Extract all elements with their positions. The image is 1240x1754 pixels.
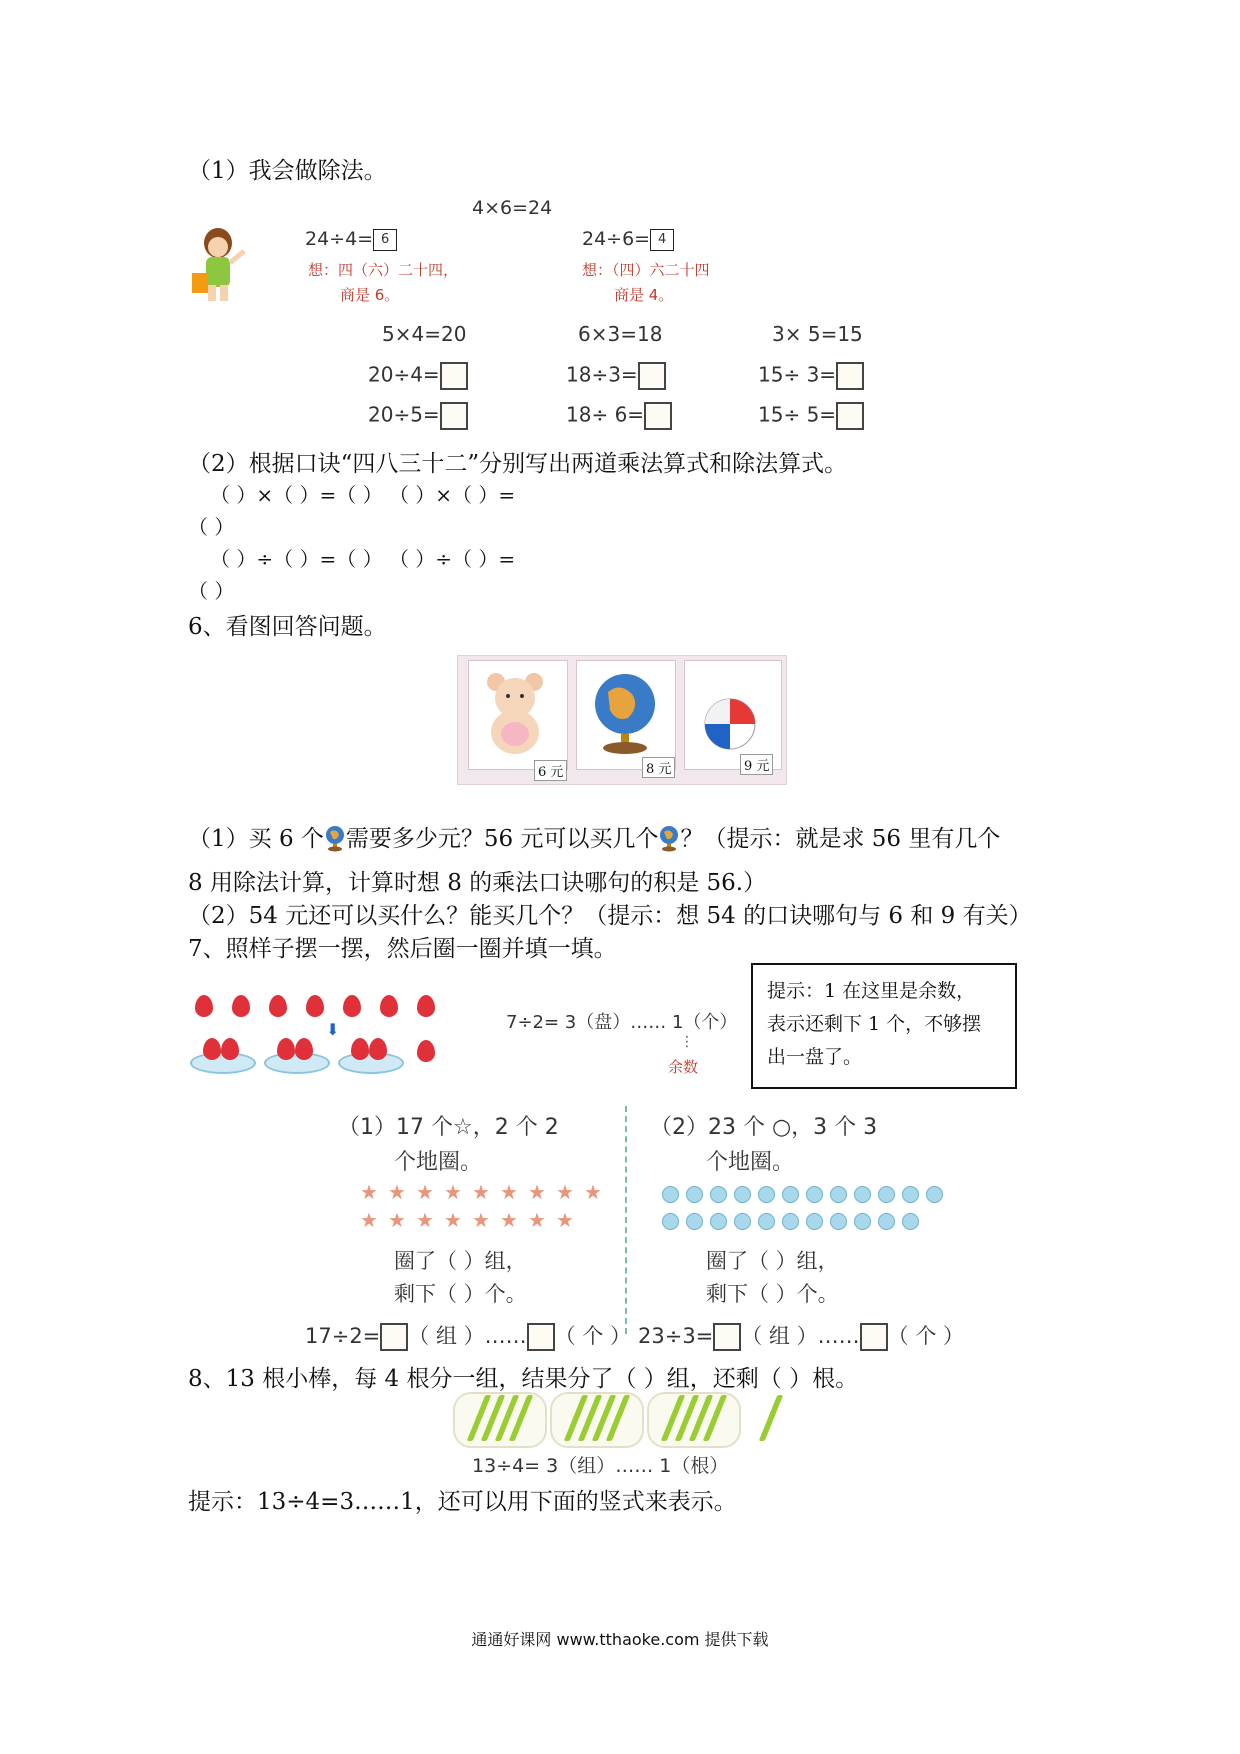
panel-divider bbox=[625, 1106, 627, 1334]
division-blanks[interactable]: （ ）÷（ ）=（ ） （ ）÷（ ）= bbox=[210, 547, 516, 571]
division-problem: 20÷4= bbox=[368, 362, 468, 390]
division-problem: 20÷5= bbox=[368, 402, 468, 430]
teacher-icon bbox=[188, 225, 250, 303]
left-panel-title: （1）17 个☆，2 个 2 bbox=[338, 1115, 559, 1140]
globe-icon bbox=[658, 824, 680, 852]
division-problem: 15÷ 3= bbox=[758, 362, 864, 390]
answer-box[interactable] bbox=[380, 1323, 408, 1351]
answer-box[interactable] bbox=[836, 362, 864, 390]
section2-heading: （2）根据口诀“四八三十二”分别写出两道乘法算式和除法算式。 bbox=[188, 451, 848, 477]
right-circled-groups[interactable]: 圈了（ ）组， bbox=[706, 1249, 839, 1273]
example2-hint-line1: 想：（四）六二十四 bbox=[582, 261, 710, 279]
left-panel-title-line2: 个地圈。 bbox=[394, 1150, 483, 1175]
answer-box[interactable] bbox=[836, 402, 864, 430]
example2-answer: 4 bbox=[650, 229, 674, 251]
dots-connector: ⋮ bbox=[680, 1034, 694, 1050]
example2-hint-line2: 商是 4。 bbox=[614, 286, 674, 304]
left-left-over[interactable]: 剩下（ ）个。 bbox=[394, 1282, 527, 1306]
answer-box[interactable] bbox=[440, 402, 468, 430]
answer-box[interactable] bbox=[860, 1323, 888, 1351]
question6-part2: （2）54 元还可以买什么？能买几个？（提示：想 54 的口诀哪句与 6 和 9 有关） bbox=[188, 903, 1032, 929]
answer-box[interactable] bbox=[440, 362, 468, 390]
globe-icon bbox=[324, 824, 346, 852]
right-panel-title: （2）23 个 ○，3 个 3 bbox=[650, 1115, 878, 1140]
example-remainder-equation: 7÷2= 3（盘）…… 1（个） bbox=[506, 1012, 738, 1033]
mult-fact-3: 3× 5=15 bbox=[772, 322, 863, 346]
teddy-bear-icon bbox=[482, 670, 548, 756]
price-tag-globe: 8 元 bbox=[642, 757, 675, 778]
price-tag-bear: 6 元 bbox=[534, 760, 567, 781]
left-division-equation: 17÷2= （ 组 ）…… （ 个 ） bbox=[305, 1320, 631, 1351]
footer-text: 通通好课网 www.tthaoke.com 提供下载 bbox=[471, 1630, 769, 1649]
shop-picture bbox=[457, 655, 787, 785]
answer-box[interactable] bbox=[638, 362, 666, 390]
left-circled-groups[interactable]: 圈了（ ）组， bbox=[394, 1249, 527, 1273]
question8-heading: 8、13 根小棒，每 4 根分一组，结果分了（ ）组，还剩（ ）根。 bbox=[188, 1366, 859, 1392]
right-left-over[interactable]: 剩下（ ）个。 bbox=[706, 1282, 839, 1306]
price-tag-ball: 9 元 bbox=[740, 754, 773, 775]
division-problem: 15÷ 5= bbox=[758, 402, 864, 430]
sticks-equation: 13÷4= 3（组）…… 1（根） bbox=[472, 1455, 729, 1477]
question6-heading: 6、看图回答问题。 bbox=[188, 614, 387, 640]
section1-heading: （1）我会做除法。 bbox=[188, 158, 387, 184]
multiplication-blanks[interactable]: （ ）×（ ）=（ ） （ ）×（ ）= bbox=[210, 483, 516, 507]
mult-fact-1: 5×4=20 bbox=[382, 322, 467, 346]
division-problem: 18÷ 6= bbox=[566, 402, 672, 430]
question7-heading: 7、照样子摆一摆，然后圈一圈并填一填。 bbox=[188, 936, 617, 962]
example1-hint-line2: 商是 6。 bbox=[340, 286, 400, 304]
division-problem: 18÷3= bbox=[566, 362, 666, 390]
globe-icon bbox=[590, 666, 660, 758]
example1-hint-line1: 想：四（六）二十四， bbox=[308, 261, 459, 279]
example2-equation: 24÷6= 4 bbox=[582, 228, 674, 251]
remainder-label: 余数 bbox=[668, 1058, 699, 1076]
example1-answer: 6 bbox=[373, 229, 397, 251]
right-division-equation: 23÷3= （ 组 ）…… （ 个 ） bbox=[638, 1320, 964, 1351]
answer-box[interactable] bbox=[644, 402, 672, 430]
ball-icon bbox=[702, 696, 758, 752]
answer-box[interactable] bbox=[713, 1323, 741, 1351]
question6-part1-line2: 8 用除法计算，计算时想 8 的乘法口诀哪句的积是 56.） bbox=[188, 870, 767, 896]
question8-hint: 提示：13÷4=3……1，还可以用下面的竖式来表示。 bbox=[188, 1489, 737, 1515]
question6-part1: （1）买 6 个 需要多少元？56 元可以买几个 ？（提示：就是求 56 里有几个 bbox=[188, 826, 1001, 852]
remainder-hint-box: 提示：1 在这里是余数， 表示还剩下 1 个，不够摆 出一盘了。 bbox=[751, 963, 1017, 1089]
example1-equation: 24÷4= 6 bbox=[305, 228, 397, 251]
multiplication-blanks-tail[interactable]: （ ） bbox=[188, 515, 235, 539]
right-panel-title-line2: 个地圈。 bbox=[706, 1150, 795, 1175]
arrow-down-icon: ⬇ bbox=[326, 1020, 340, 1039]
division-blanks-tail[interactable]: （ ） bbox=[188, 579, 235, 603]
answer-box[interactable] bbox=[527, 1323, 555, 1351]
example-multiplication: 4×6=24 bbox=[472, 197, 553, 219]
mult-fact-2: 6×3=18 bbox=[578, 322, 663, 346]
